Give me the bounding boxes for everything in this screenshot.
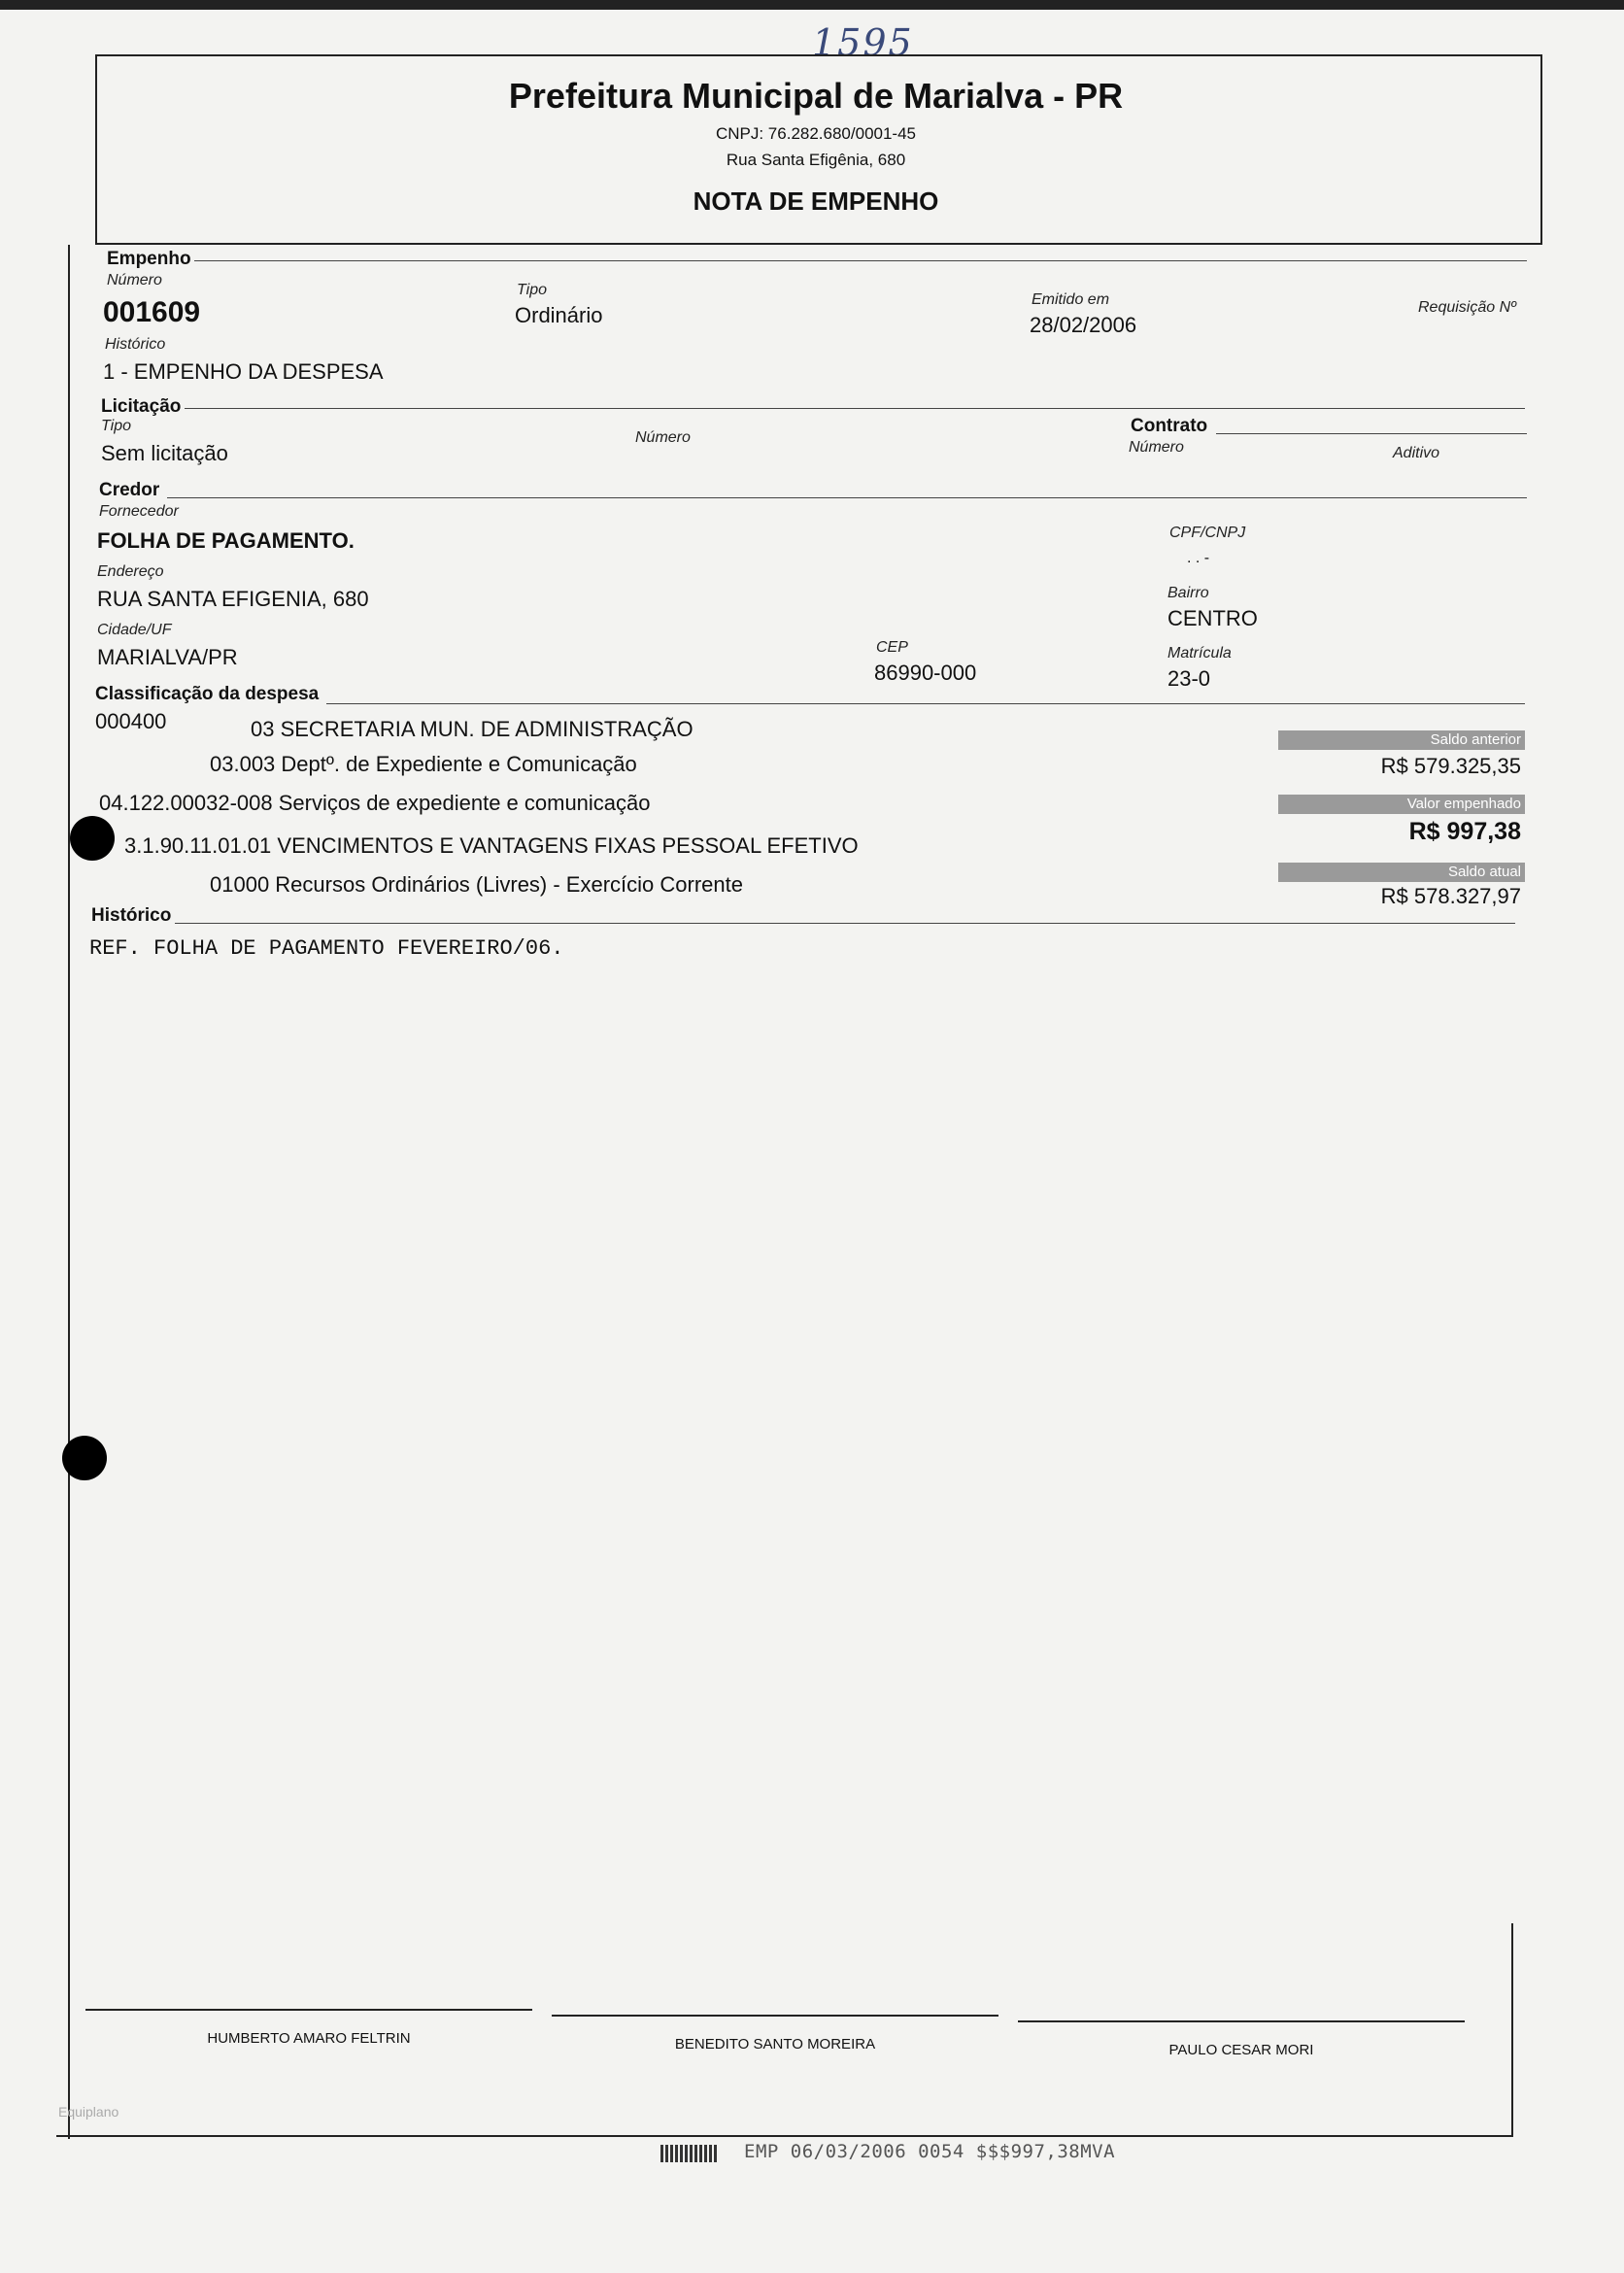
punch-hole-top — [70, 816, 115, 861]
historico-text: REF. FOLHA DE PAGAMENTO FEVEREIRO/06. — [89, 936, 564, 961]
rule-credor — [167, 497, 1527, 498]
signature-name-1: HUMBERTO AMARO FELTRIN — [207, 2030, 411, 2047]
class-line3: 04.122.00032-008 Serviços de expediente e comunicação — [99, 791, 651, 815]
section-classificacao: Classificação da despesa — [95, 684, 320, 704]
saldo-anterior: R$ 579.325,35 — [1380, 754, 1521, 778]
rule-empenho — [194, 260, 1527, 261]
class-line4: 3.1.90.11.01.01 VENCIMENTOS E VANTAGENS FIXAS PESSOAL EFETIVO — [124, 833, 859, 858]
valor-empenhado-label: Valor empenhado — [1278, 795, 1525, 814]
label-tipo: Tipo — [517, 282, 547, 298]
signature-name-3: PAULO CESAR MORI — [1168, 2042, 1314, 2058]
valor-empenhado: R$ 997,38 — [1408, 818, 1521, 845]
credor-cep: 86990-000 — [874, 661, 977, 685]
document-title: NOTA DE EMPENHO — [693, 187, 939, 216]
section-historico: Histórico — [91, 905, 172, 926]
scan-top-edge — [0, 0, 1624, 10]
label-cep: CEP — [876, 639, 908, 656]
credor-cpf: . . - — [1187, 550, 1210, 566]
licitacao-tipo: Sem licitação — [101, 441, 228, 465]
validation-stamp: EMP 06/03/2006 0054 $$$997,38MVA — [744, 2141, 1116, 2162]
rule-historico — [175, 923, 1515, 924]
label-requisicao: Requisição Nº — [1418, 299, 1516, 316]
header-bottom-rule — [95, 243, 1542, 245]
handwritten-page-number: 1595 — [812, 21, 914, 64]
credor-cidade: MARIALVA/PR — [97, 645, 238, 669]
label-contrato-numero: Número — [1129, 439, 1184, 456]
label-licitacao-numero: Número — [635, 429, 691, 446]
saldo-atual: R$ 578.327,97 — [1380, 884, 1521, 908]
signature-line-2 — [552, 2015, 998, 2017]
signature-name-2: BENEDITO SANTO MOREIRA — [674, 2036, 876, 2052]
label-fornecedor: Fornecedor — [99, 503, 179, 520]
credor-endereco: RUA SANTA EFIGENIA, 680 — [97, 587, 369, 611]
label-matricula: Matrícula — [1167, 645, 1232, 662]
form-right-border-lower — [1511, 1923, 1513, 2137]
rule-contrato — [1216, 433, 1527, 434]
label-numero: Número — [107, 272, 162, 288]
form-left-border — [68, 245, 70, 2139]
label-emitido: Emitido em — [1032, 291, 1110, 308]
class-line2: 03.003 Deptº. de Expediente e Comunicação — [210, 752, 637, 776]
footer-brand: Equiplano — [58, 2104, 119, 2120]
label-licitacao-tipo: Tipo — [101, 418, 131, 434]
empenho-tipo: Ordinário — [515, 303, 603, 327]
section-empenho: Empenho — [107, 249, 191, 269]
empenho-number: 001609 — [103, 296, 201, 328]
form-right-border — [1540, 54, 1542, 245]
signature-line-1 — [85, 2009, 532, 2011]
label-bairro: Bairro — [1167, 585, 1209, 601]
section-credor: Credor — [99, 480, 160, 500]
class-line5: 01000 Recursos Ordinários (Livres) - Exercício Corrente — [210, 872, 743, 897]
label-contrato-aditivo: Aditivo — [1393, 445, 1440, 461]
label-cidade: Cidade/UF — [97, 622, 172, 638]
saldo-atual-label: Saldo atual — [1278, 863, 1525, 882]
saldo-anterior-label: Saldo anterior — [1278, 730, 1525, 750]
empenho-historico: 1 - EMPENHO DA DESPESA — [103, 359, 384, 384]
label-historico-empenho: Histórico — [105, 336, 166, 353]
cnpj: CNPJ: 76.282.680/0001-45 — [715, 124, 917, 143]
rule-licitacao — [185, 408, 1525, 409]
empenho-emitido: 28/02/2006 — [1030, 313, 1137, 337]
form-bottom-border — [56, 2135, 1513, 2137]
class-line1-code: 000400 — [95, 709, 167, 733]
address: Rua Santa Efigênia, 680 — [726, 151, 906, 169]
credor-fornecedor: FOLHA DE PAGAMENTO. — [97, 528, 355, 553]
signature-line-3 — [1018, 2020, 1465, 2022]
section-licitacao: Licitação — [101, 396, 182, 417]
punch-hole-bottom — [62, 1436, 107, 1480]
municipality-title: Prefeitura Municipal de Marialva - PR — [508, 76, 1124, 116]
rule-classificacao — [326, 703, 1525, 704]
label-cpf: CPF/CNPJ — [1169, 525, 1246, 541]
class-line1-desc: 03 SECRETARIA MUN. DE ADMINISTRAÇÃO — [251, 717, 694, 741]
stamp-barcode-icon — [660, 2145, 717, 2162]
label-endereco: Endereço — [97, 563, 164, 580]
section-contrato: Contrato — [1131, 416, 1208, 436]
credor-bairro: CENTRO — [1167, 606, 1258, 630]
credor-matricula: 23-0 — [1167, 666, 1211, 691]
